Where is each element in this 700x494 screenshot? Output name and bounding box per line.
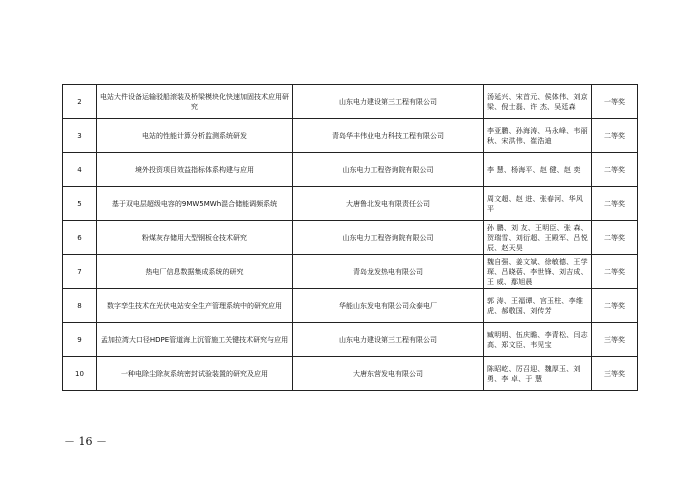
cell-number: 3 — [63, 119, 97, 153]
cell-organization: 大唐东营发电有限公司 — [293, 357, 484, 391]
table-row — [63, 323, 638, 357]
cell-award-level: 一等奖 — [592, 85, 638, 119]
cell-number: 8 — [63, 289, 97, 323]
cell-project-title: 境外投资项目效益指标体系构建与应用 — [97, 153, 293, 187]
page-number: － 16 － — [64, 435, 107, 448]
table-row — [63, 119, 638, 153]
cell-award-level: 二等奖 — [592, 153, 638, 187]
table-row — [63, 153, 638, 187]
cell-number: 9 — [63, 323, 97, 357]
cell-award-level: 二等奖 — [592, 221, 638, 255]
cell-project-title: 数字孪生技术在光伏电站安全生产管理系统中的研究应用 — [97, 289, 293, 323]
cell-award-level: 三等奖 — [592, 357, 638, 391]
cell-number: 2 — [63, 85, 97, 119]
cell-project-title: 电站大件设备运输驳船滚装及桥梁模块化快速加固技术应用研究 — [97, 85, 293, 119]
table-row — [63, 255, 638, 289]
cell-contributors: 李亚鹏、孙海涛、马永峰、韦丽秋、宋洪伟、崔浩迪 — [484, 119, 592, 153]
awards-table-body — [63, 85, 638, 391]
cell-award-level: 三等奖 — [592, 323, 638, 357]
cell-award-level: 二等奖 — [592, 255, 638, 289]
table-row — [63, 85, 638, 119]
cell-project-title: 热电厂信息数据集成系统的研究 — [97, 255, 293, 289]
cell-contributors: 周文超、赵 进、张春河、华风平 — [484, 187, 592, 221]
cell-organization: 青岛华丰伟业电力科技工程有限公司 — [293, 119, 484, 153]
cell-award-level: 二等奖 — [592, 289, 638, 323]
cell-contributors: 陈昭屹、厉召迎、魏厚玉、刘 勇、李 卓、于 慧 — [484, 357, 592, 391]
cell-project-title: 孟加拉湾大口径HDPE管道海上沉管施工关键技术研究与应用 — [97, 323, 293, 357]
cell-organization: 山东电力建设第三工程有限公司 — [293, 323, 484, 357]
awards-table — [62, 84, 638, 391]
cell-contributors: 魏自强、姜文斌、徐敏德、王学琛、吕晓蓓、李世锋、刘吉成、王 威、鄢旭晨 — [484, 255, 592, 289]
cell-number: 5 — [63, 187, 97, 221]
cell-organization: 青岛龙发热电有限公司 — [293, 255, 484, 289]
cell-number: 10 — [63, 357, 97, 391]
table-row — [63, 187, 638, 221]
cell-project-title: 电站的性能计算分析监测系统研发 — [97, 119, 293, 153]
cell-organization: 山东电力工程咨询院有限公司 — [293, 153, 484, 187]
cell-organization: 华能山东发电有限公司众泰电厂 — [293, 289, 484, 323]
table-row — [63, 221, 638, 255]
cell-organization: 大唐鲁北发电有限责任公司 — [293, 187, 484, 221]
cell-number: 6 — [63, 221, 97, 255]
table-row — [63, 289, 638, 323]
cell-award-level: 二等奖 — [592, 119, 638, 153]
table-row — [63, 357, 638, 391]
cell-project-title: 一种电除尘除灰系统密封试验装置的研究及应用 — [97, 357, 293, 391]
cell-project-title: 粉煤灰存储用大型钢板仓技术研究 — [97, 221, 293, 255]
cell-contributors: 臧明明、伍庆瞻、李青松、闫志高、郑文臣、韦见宝 — [484, 323, 592, 357]
cell-number: 7 — [63, 255, 97, 289]
cell-contributors: 李 慧、杨海平、赵 健、赵 奕 — [484, 153, 592, 187]
cell-contributors: 汤延兴、宋首元、侯体伟、刘京梁、倪士磊、许 杰、吴廷森 — [484, 85, 592, 119]
cell-organization: 山东电力工程咨询院有限公司 — [293, 221, 484, 255]
cell-award-level: 二等奖 — [592, 187, 638, 221]
cell-number: 4 — [63, 153, 97, 187]
cell-organization: 山东电力建设第三工程有限公司 — [293, 85, 484, 119]
cell-project-title: 基于双电层超级电容的9MW5MWh混合储能调频系统 — [97, 187, 293, 221]
cell-contributors: 孙 鹏、刘 友、王明臣、张 森、贺瑞雪、刘衍超、王殿军、吕悦辰、赵天昊 — [484, 221, 592, 255]
cell-contributors: 郭 涛、王福谭、宫玉柱、李维虎、郝敬国、刘传芳 — [484, 289, 592, 323]
